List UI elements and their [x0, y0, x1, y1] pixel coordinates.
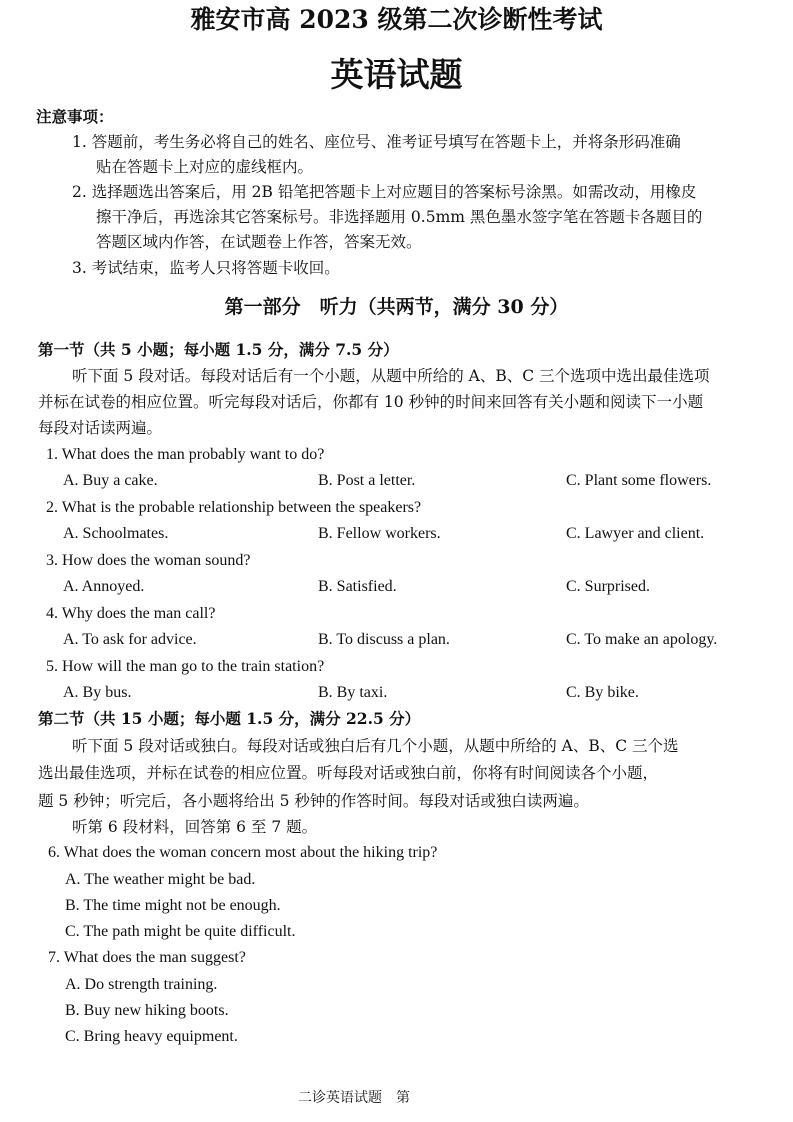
option-b: B. By taxi.	[318, 684, 388, 701]
option-c: C. To make an apology.	[566, 631, 718, 648]
option-a: A. To ask for advice.	[63, 631, 197, 648]
option: A. Do strength training.	[65, 976, 218, 993]
part1-heading: 第一部分 听力（共两节，满分 30 分）	[224, 296, 569, 318]
notice-heading: 注意事项：	[36, 107, 114, 126]
notice-line: 擦干净后，再选涂其它答案标号。非选择题用 0.5mm 黑色墨水签字笔在答题卡各题目的	[96, 208, 703, 226]
option-a: A. By bus.	[63, 684, 132, 701]
option-a: A. Schoolmates.	[63, 525, 169, 542]
option: C. Bring heavy equipment.	[65, 1028, 238, 1045]
option-c: C. By bike.	[566, 684, 639, 701]
section2-instruction: 听下面 5 段对话或独白。每段对话或独白后有几个小题，从题中所给的 A、B、C 三个选	[72, 737, 679, 755]
option-a: A. Annoyed.	[63, 578, 145, 595]
notice-line: 贴在答题卡上对应的虚线框内。	[96, 158, 314, 176]
section2-heading: 第二节（共 15 小题；每小题 1.5 分，满分 22.5 分）	[38, 709, 421, 728]
option: B. Buy new hiking boots.	[65, 1002, 229, 1019]
option-b: B. Post a letter.	[318, 472, 416, 489]
notice-line: 3. 考试结束，监考人只将答题卡收回。	[72, 259, 340, 277]
question: 4. Why does the man call?	[46, 605, 216, 622]
exam-title: 雅安市高 2023 级第二次诊断性考试	[190, 5, 603, 34]
exam-subtitle: 英语试题	[330, 55, 463, 94]
notice-line: 2. 选择题选出答案后，用 2B 铅笔把答题卡上对应题目的答案标号涂黑。如需改动，用橡皮	[72, 183, 697, 201]
question: 6. What does the woman concern most about the hiking trip?	[48, 844, 438, 861]
section1-instruction: 每段对话读两遍。	[38, 419, 163, 437]
question: 3. How does the woman sound?	[46, 552, 251, 569]
question: 1. What does the man probably want to do?	[46, 446, 325, 463]
section1-heading: 第一节（共 5 小题；每小题 1.5 分，满分 7.5 分）	[38, 340, 399, 359]
option-c: C. Plant some flowers.	[566, 472, 712, 489]
question: 2. What is the probable relationship between the speakers?	[46, 499, 422, 516]
section1-instruction: 并标在试卷的相应位置。听完每段对话后，你都有 10 秒钟的时间来回答有关小题和阅读下一小题	[38, 393, 704, 411]
section2-instruction: 题 5 秒钟；听完后，各小题将给出 5 秒钟的作答时间。每段对话或独白读两遍。	[38, 792, 589, 810]
option: A. The weather might be bad.	[65, 871, 256, 888]
option-c: C. Surprised.	[566, 578, 650, 595]
option: C. The path might be quite difficult.	[65, 923, 296, 940]
notice-line: 答题区域内作答，在试题卷上作答，答案无效。	[96, 233, 422, 251]
option-a: A. Buy a cake.	[63, 472, 158, 489]
question: 7. What does the man suggest?	[48, 949, 246, 966]
section1-instruction: 听下面 5 段对话。每段对话后有一个小题，从题中所给的 A、B、C 三个选项中选出最佳选项	[72, 367, 710, 385]
option-b: B. Satisfied.	[318, 578, 397, 595]
option-b: B. Fellow workers.	[318, 525, 441, 542]
page-footer: 二诊英语试题 第	[298, 1090, 410, 1106]
question: 5. How will the man go to the train station?	[46, 658, 325, 675]
option-b: B. To discuss a plan.	[318, 631, 450, 648]
notice-line: 1. 答题前，考生务必将自己的姓名、座位号、准考证号填写在答题卡上，并将条形码准确	[72, 133, 681, 151]
section2-instruction: 选出最佳选项，并标在试卷的相应位置。听每段对话或独白前，你将有时间阅读各个小题，	[38, 764, 659, 782]
option-c: C. Lawyer and client.	[566, 525, 705, 542]
section2-instruction: 听第 6 段材料，回答第 6 至 7 题。	[72, 818, 318, 836]
option: B. The time might not be enough.	[65, 897, 281, 914]
